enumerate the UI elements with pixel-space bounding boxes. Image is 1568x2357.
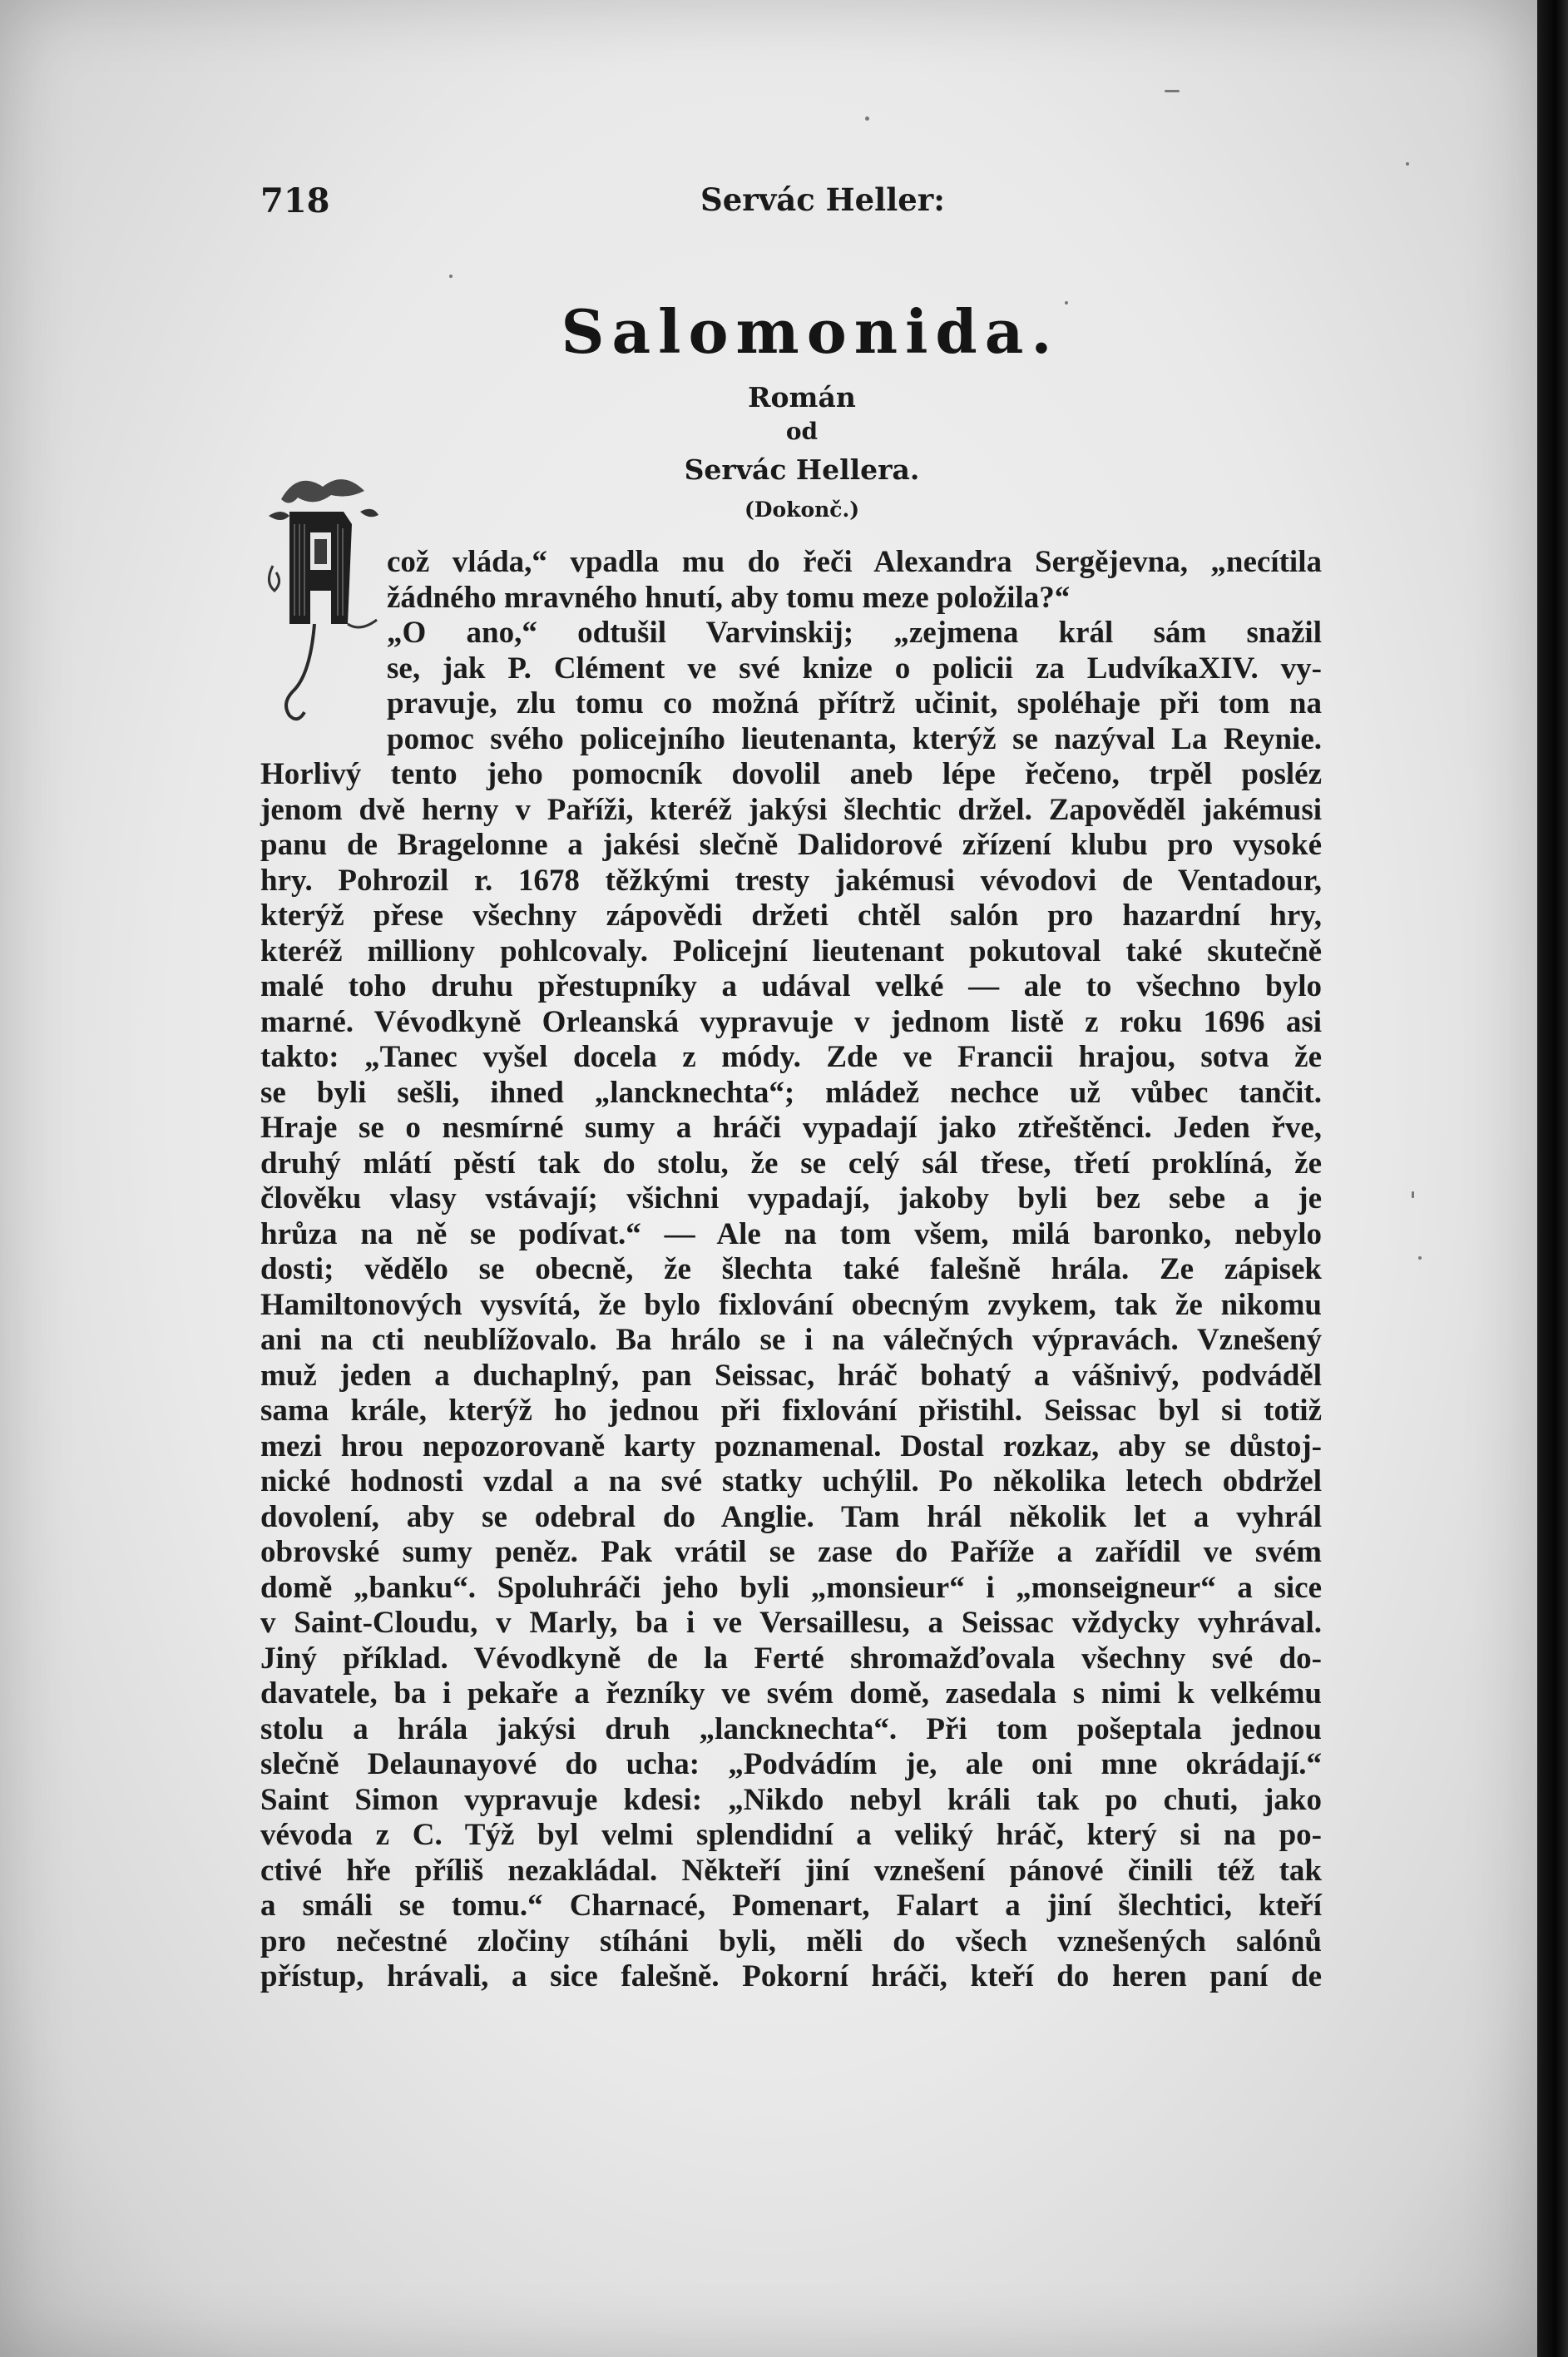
text-line: Hraje se o nesmírné sumy a hráči vypadají jako ztřeštěnci. Jeden řve, — [260, 1111, 1322, 1145]
text-line: a smáli se tomu.“ Charnacé, Pomenart, Falart a jiní šlechtici, kteří — [260, 1889, 1322, 1923]
text-line: malé toho druhu přestupníky a udával velké — ale to všechno bylo — [260, 969, 1322, 1003]
scan-speck — [1165, 90, 1180, 92]
text-line: pravuje, zlu tomu co možná přítrž učinit, spoléhaje při tom na — [387, 686, 1322, 720]
scan-speck — [1065, 301, 1068, 305]
text-line: nické hodnosti vzdal a na své statky uchýlil. Po několika letech obdržel — [260, 1464, 1322, 1498]
text-line: druhý mlátí pěstí tak do stolu, že se celý sál třese, třetí proklíná, že — [260, 1146, 1322, 1181]
scan-speck — [1418, 1256, 1422, 1260]
text-line: žádného mravného hnutí, aby tomu meze položila?“ — [387, 580, 1071, 615]
text-line: Jiný příklad. Vévodkyně de la Ferté shromažďovala všechny své do- — [260, 1641, 1322, 1676]
continuation-note: (Dokonč.) — [744, 498, 860, 522]
text-line: davatele, ba i pekaře a řezníky ve svém domě, zasedala s nimi k velkému — [260, 1676, 1322, 1711]
text-line: slečně Delaunayové do ucha: „Podvádím je, ale oni mne okrádají.“ — [260, 1747, 1322, 1781]
text-line: v Saint-Cloudu, v Marly, ba i ve Versaillesu, a Seissac vždycky vyhrával. — [260, 1606, 1322, 1640]
text-line: přístup, hrávali, a sice falešně. Pokorní hráči, kteří do heren paní de — [260, 1959, 1322, 1993]
text-line: marné. Vévodkyně Orleanská vypravuje v jednom listě z roku 1696 asi — [260, 1004, 1322, 1039]
text-line: panu de Bragelonne a jakési slečně Dalidorové zřízení klubu pro vysoké — [260, 828, 1322, 862]
text-line: což vláda,“ vpadla mu do řeči Alexandra Sergějevna, „necítila — [387, 545, 1322, 579]
text-line: dovolení, aby se odebral do Anglie. Tam hrál několik let a vyhrál — [260, 1499, 1322, 1534]
article-subtitle: Román — [748, 381, 856, 413]
text-line: Hamiltonových vysvítá, že bylo fixlování obecným zvykem, tak že nikomu — [260, 1287, 1322, 1322]
scan-speck — [1412, 1191, 1414, 1198]
text-line: kteréž milliony pohlcovaly. Policejní lieutenant pokutoval také skutečně — [260, 933, 1322, 968]
body-text — [260, 545, 1322, 1995]
text-line: člověku vlasy vstávají; všichni vypadají, jakoby byli bez sebe a je — [260, 1181, 1322, 1216]
text-line: stolu a hrála jakýsi druh „lancknechta“. Při tom pošeptala jednou — [260, 1711, 1322, 1746]
text-line: obrovské sumy peněz. Pak vrátil se zase do Paříže a zařídil ve svém — [260, 1535, 1322, 1569]
text-line: kterýž přese všechny zápovědi držeti chtěl salón pro hazardní hry, — [260, 899, 1322, 933]
text-line: hrůza na ně se podívat.“ — Ale na tom všem, milá baronko, nebylo — [260, 1216, 1322, 1251]
text-line: jenom dvě herny v Paříži, kteréž jakýsi šlechtic držel. Zapověděl jakémusi — [260, 792, 1322, 827]
text-line: vévoda z C. Týž byl velmi splendidní a veliký hráč, který si na po- — [260, 1818, 1322, 1852]
author-name: Servác Hellera. — [684, 453, 920, 486]
scan-speck — [865, 116, 869, 121]
text-line: muž jeden a duchaplný, pan Seissac, hráč bohatý a vášnivý, podváděl — [260, 1358, 1322, 1393]
text-line: mezi hrou nepozorovaně karty poznamenal. Dostal rozkaz, aby se důstoj- — [260, 1429, 1322, 1463]
scan-edge — [1537, 0, 1568, 2357]
article-title: Salomonida. — [561, 296, 1060, 367]
text-line: dosti; vědělo se obecně, že šlechta také falešně hrála. Ze zápisek — [260, 1252, 1322, 1286]
text-line: „O ano,“ odtušil Varvinskij; „zejmena král sám snažil — [387, 616, 1322, 650]
text-line: ctivé hře příliš nezakládal. Někteří jiní vznešení pánové činili též tak — [260, 1853, 1322, 1888]
text-line: pomoc svého policejního lieutenanta, kterýž se nazýval La Reynie. — [387, 721, 1322, 756]
by-line: od — [785, 418, 819, 445]
text-line: sama krále, kterýž ho jednou při fixlování přistihl. Seissac byl si totiž — [260, 1394, 1322, 1428]
text-line: se, jak P. Clément ve své knize o policii za LudvíkaXIV. vy- — [387, 651, 1322, 686]
text-line: pro nečestné zločiny stíháni byli, měli do všech vznešených salónů — [260, 1924, 1322, 1958]
scan-speck — [1406, 162, 1409, 166]
running-head: Servác Heller: — [700, 181, 945, 218]
page-number: 718 — [260, 181, 330, 220]
text-line: se byli sešli, ihned „lancknechta“; mládež nechce už vůbec tančit. — [260, 1075, 1322, 1110]
text-line: hry. Pohrozil r. 1678 těžkými tresty jakémusi vévodovi de Ventadour, — [260, 863, 1322, 898]
scan-speck — [449, 275, 453, 278]
text-line: domě „banku“. Spoluhráči jeho byli „monsieur“ i „monseigneur“ a sice — [260, 1570, 1322, 1605]
text-line: Horlivý tento jeho pomocník dovolil aneb lépe řečeno, trpěl posléz — [260, 757, 1322, 791]
text-line: takto: „Tanec vyšel docela z módy. Zde ve Francii hrajou, sotva že — [260, 1040, 1322, 1074]
text-line: ani na cti neublížovalo. Ba hrálo se i na válečných výpravách. Vznešený — [260, 1323, 1322, 1357]
text-line: Saint Simon vypravuje kdesi: „Nikdo nebyl králi tak po chuti, jako — [260, 1782, 1322, 1817]
